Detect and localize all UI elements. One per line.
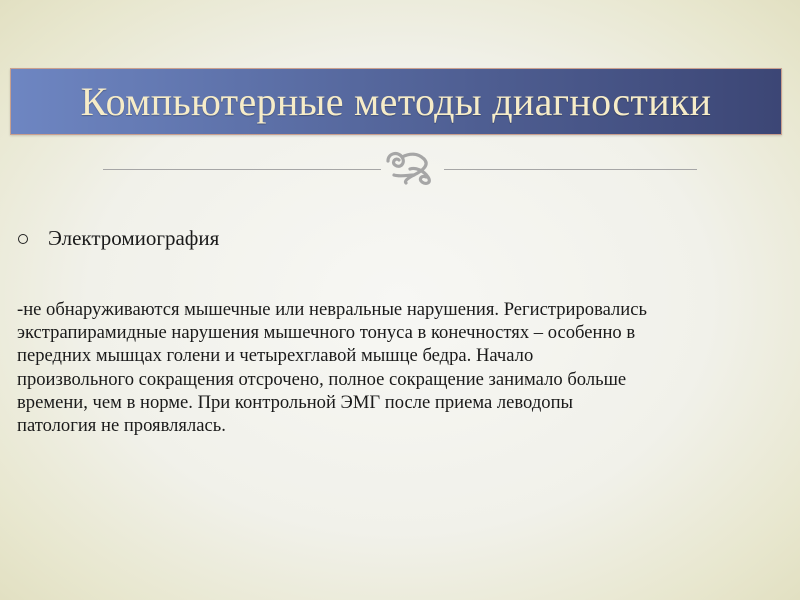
title-bar (10, 68, 782, 135)
paragraph-line: произвольного сокращения отсрочено, полное сокращение занимало больше (17, 368, 627, 390)
paragraph-line: патология не проявлялась. (17, 415, 226, 437)
paragraph-line: экстрапирамидные нарушения мышечного тонуса в конечностях – особенно в (17, 322, 636, 344)
slide-title: Компьютерные методы диагностики (80, 79, 712, 124)
paragraph-line: времени, чем в норме. При контрольной ЭМГ после приема леводопы (17, 391, 574, 413)
bullet-circle-icon (18, 234, 28, 244)
scroll-flourish-icon (382, 147, 440, 187)
divider-line-left (103, 169, 381, 170)
body-paragraph (17, 298, 787, 437)
bullet-label: Электромиография (48, 226, 220, 250)
paragraph-line: -не обнаруживаются мышечные или невральные нарушения. Регистрировались (17, 299, 647, 320)
divider-line-right (444, 169, 697, 170)
paragraph-line: передних мышцах голени и четырехглавой мышце бедра. Начало (17, 345, 534, 367)
bullet-item (18, 226, 219, 251)
